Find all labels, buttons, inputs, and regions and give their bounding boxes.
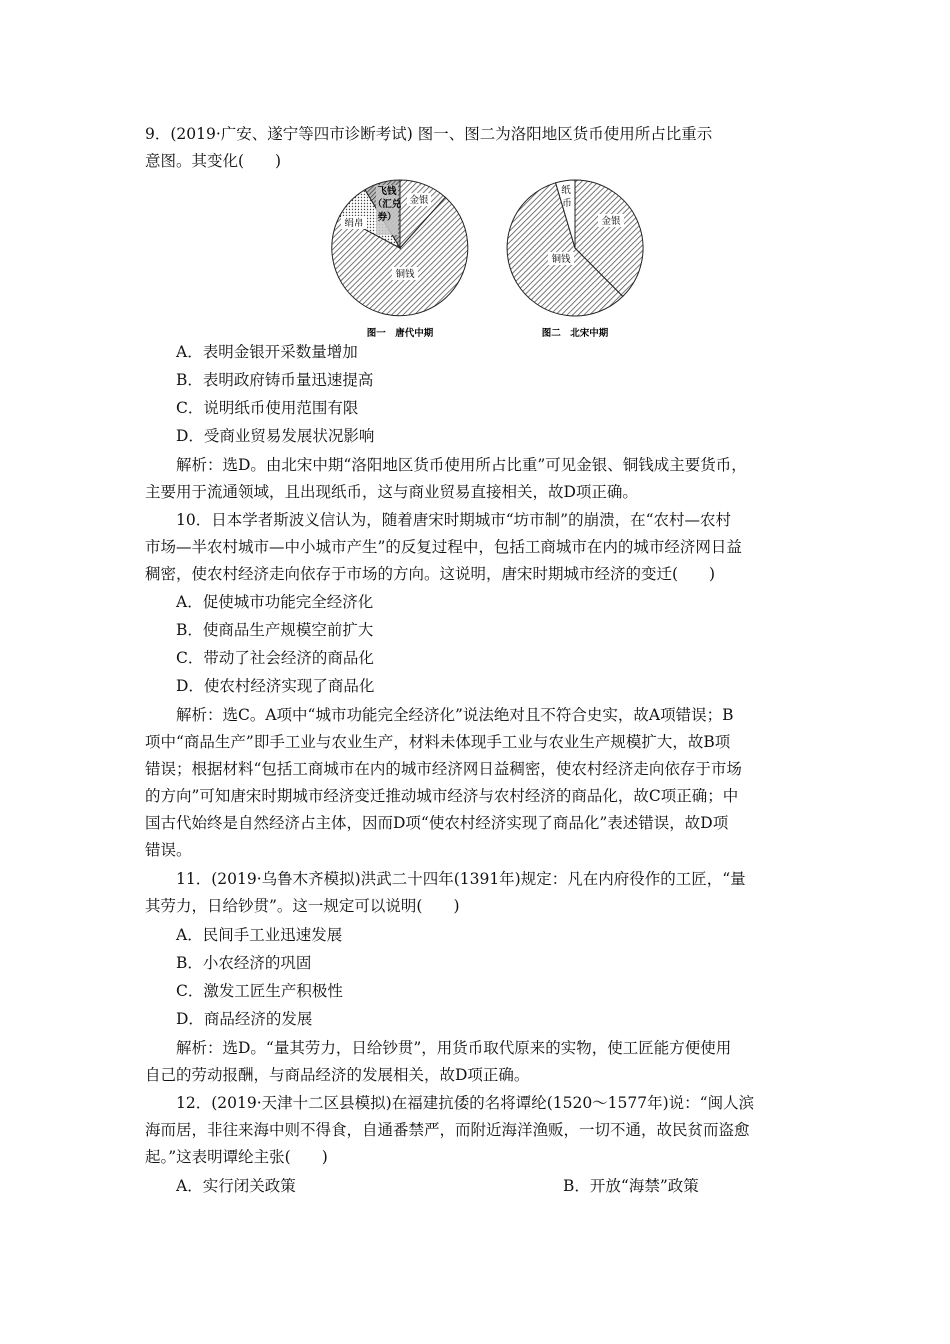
q10-option-c[interactable]: C．带动了社会经济的商品化	[176, 649, 374, 667]
q11-analysis-line-1: 解析：选D。“量其劳力，日给钞贯”，用货币取代原来的实物，使工匠能方便使用	[176, 1039, 732, 1057]
pie-tang-label-copper: 铜钱	[395, 269, 415, 280]
q9-pie-figure	[330, 178, 650, 346]
pie-tang-label-flying-money: 飞钱	[377, 186, 397, 197]
pie-tang-label-flying-money-3: 券）	[377, 212, 397, 223]
q9-analysis-line-1: 解析：选D。由北宋中期“洛阳地区货币使用所占比重”可见金银、铜钱成主要货币，	[176, 456, 747, 474]
pie-song-label-paper-2: 币	[562, 198, 572, 209]
q10-option-b[interactable]: B．使商品生产规模空前扩大	[176, 621, 374, 639]
pie-song-label-gold-silver: 金银	[601, 216, 621, 227]
pie-tang-label-gold-silver: 金银	[409, 195, 429, 206]
q10-option-a[interactable]: A．促使城市功能完全经济化	[176, 593, 374, 611]
q10-analysis-line-6: 错误。	[145, 841, 192, 859]
pie-song-label-copper: 铜钱	[551, 254, 571, 265]
q10-analysis-line-1: 解析：选C。A项中“城市功能完全经济化”说法绝对且不符合史实，故A项错误；B	[176, 706, 734, 724]
q10-analysis-line-2: 项中“商品生产”即手工业与农业生产，材料未体现手工业与农业生产规模扩大，故B项	[145, 733, 731, 751]
q10-option-d[interactable]: D．使农村经济实现了商品化	[176, 677, 375, 695]
pie-tang-label-silk: 绢帛	[344, 218, 364, 229]
q10-analysis-line-5: 国古代始终是自然经济占主体，因而D项“使农村经济实现了商品化”表述错误，故D项	[145, 814, 729, 832]
q9-stem-line-2: 意图。其变化( )	[145, 152, 282, 170]
q9-analysis-line-2: 主要用于流通领域，且出现纸币，这与商业贸易直接相关，故D项正确。	[145, 483, 638, 501]
q10-analysis-line-3: 错误；根据材料“包括工商城市在内的城市经济网日益稠密，使农村经济走向依存于市场	[145, 760, 742, 778]
pie-tang-caption: 图一 唐代中期	[366, 328, 434, 339]
q10-stem-line-1: 10．日本学者斯波义信认为，随着唐宋时期城市“坊市制”的崩溃，在“农村—农村	[176, 511, 731, 529]
q9-option-d[interactable]: D．受商业贸易发展状况影响	[176, 427, 375, 445]
q11-option-b[interactable]: B．小农经济的巩固	[176, 954, 312, 972]
pie-song	[507, 180, 643, 339]
q11-analysis-line-2: 自己的劳动报酬，与商品经济的发展相关，故D项正确。	[145, 1066, 530, 1084]
pie-charts-svg	[330, 178, 650, 346]
q9-option-c[interactable]: C．说明纸币使用范围有限	[176, 399, 359, 417]
q10-analysis-line-4: 的方向”可知唐宋时期城市经济变迁推动城市经济与农村经济的商品化，故C项正确；中	[145, 787, 739, 805]
q10-stem-line-2: 市场—半农村城市—中小城市产生”的反复过程中，包括工商城市在内的城市经济网日益	[145, 538, 742, 556]
q11-stem-line-1: 11．(2019·乌鲁木齐模拟)洪武二十四年(1391年)规定：凡在内府役作的工匠，“量	[176, 870, 746, 888]
q9-stem-line-1: 9．(2019·广安、遂宁等四市诊断考试) 图一、图二为洛阳地区货币使用所占比重示	[145, 125, 713, 143]
q9-option-a[interactable]: A．表明金银开采数量增加	[176, 343, 358, 361]
q11-option-c[interactable]: C．激发工匠生产积极性	[176, 982, 343, 1000]
pie-tang	[332, 180, 468, 339]
pie-tang-label-flying-money-2: （汇兑	[372, 199, 402, 210]
q9-option-b[interactable]: B．表明政府铸币量迅速提高	[176, 371, 374, 389]
q11-stem-line-2: 其劳力，日给钞贯”。这一规定可以说明( )	[145, 897, 460, 915]
q12-stem-line-1: 12．(2019·天津十二区县模拟)在福建抗倭的名将谭纶(1520～1577年)说：“闽人滨	[176, 1094, 755, 1112]
pie-song-caption: 图二 北宋中期	[541, 328, 609, 339]
q12-option-b[interactable]: B．开放“海禁”政策	[563, 1177, 699, 1195]
q11-option-d[interactable]: D．商品经济的发展	[176, 1010, 313, 1028]
pie-song-label-paper-1: 纸	[561, 185, 571, 196]
q12-option-a[interactable]: A．实行闭关政策	[176, 1177, 296, 1195]
q12-stem-line-3: 起。”这表明谭纶主张( )	[145, 1148, 328, 1166]
q12-stem-line-2: 海而居，非往来海中则不得食，自通番禁严，而附近海洋渔贩，一切不通，故民贫而盗愈	[145, 1121, 750, 1139]
q10-stem-line-3: 稠密，使农村经济走向依存于市场的方向。这说明，唐宋时期城市经济的变迁( )	[145, 565, 716, 583]
q11-option-a[interactable]: A．民间手工业迅速发展	[176, 926, 343, 944]
